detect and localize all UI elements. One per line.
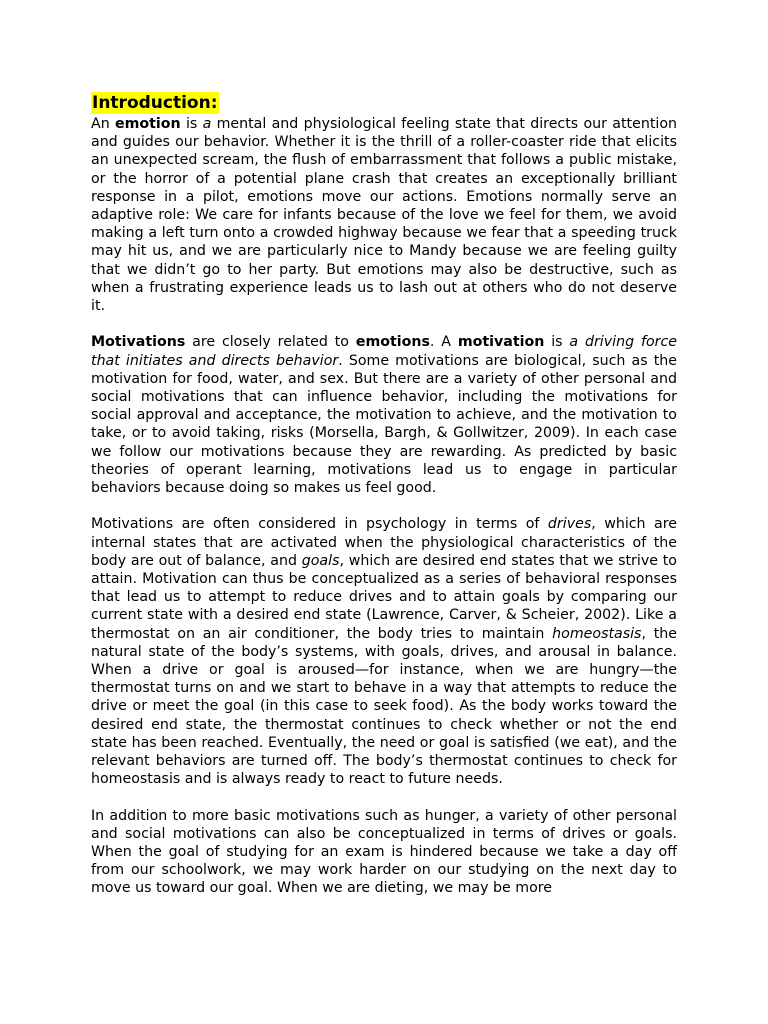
section-heading: Introduction: bbox=[92, 93, 218, 113]
p3-text-d: , the natural state of the body’s systems, with goals, drives, and arousal in balance. When a drive or goal is aroused—for instance, when we are hungry—the thermostat turns on and we start to behave in a way that attempts to reduce the drive or meet the goal (in this case to seek food). As the body works toward the desired end state, the thermostat continues to check whether or not the end state has been reached. Eventually, the need or goal is satisfied (we eat), and the relevant behaviors are turned off. The body’s thermostat continues to check for homeostasis and is always ready to react to future needs. bbox=[91, 625, 677, 788]
p1-italic-a: a bbox=[202, 116, 212, 132]
term-homeostasis: homeostasis bbox=[552, 625, 642, 642]
p2-text-e: . Some motivations are biological, such as the motivation for food, water, and sex. But there are a variety of other personal and social motivations that can influence behavior, including the motivations for social approval and acceptance, the motivation to achieve, and the motivation to take, or to avoid taking, risks (Morsella, Bargh, & Gollwitzer, 2009). In each case we follow our motivations because they are rewarding. As predicted by basic theories of operant learning, motivations lead us to engage in particular behaviors because doing so makes us feel good. bbox=[91, 352, 677, 497]
p1-text-a: An bbox=[91, 116, 115, 132]
p3-text-b: , which are internal states that are activated when the physiological characteristics of the body are out of balance, and bbox=[91, 516, 677, 569]
p1-text-d: mental and physiological feeling state that directs our attention and guides our behavior. Whether it is the thrill of a roller-coaster ride that elicits an unexpected scream, the flush of embarrassment that follows a public mistake, or the horror of a potential plane crash that creates an exceptionally brilliant response in a pilot, emotions move our actions. Emotions normally serve an adaptive role: We care for infants because of the love we feel for them, we avoid making a left turn onto a crowded highway because we fear that a speeding truck may hit us, and we are particularly nice to Mandy because we are feeling guilty that we didn’t go to her party. But emotions may also be destructive, such as when a frustrating experience leads us to lash out at others who do not deserve it. bbox=[91, 116, 677, 315]
paragraph-social-motivations bbox=[91, 807, 677, 898]
paragraph-emotion bbox=[91, 115, 677, 315]
term-emotion: emotion bbox=[115, 116, 181, 132]
p2-text-a: are closely related to bbox=[185, 334, 356, 351]
p3-text-a: Motivations are often considered in psychology in terms of bbox=[91, 516, 548, 533]
p1-text-c: is bbox=[180, 116, 203, 132]
p2-definition: a driving force that initiates and directs behavior bbox=[91, 334, 677, 369]
p3-text-c: , which are desired end states that we strive to attain. Motivation can thus be conceptualized as a series of behavioral responses that lead us to attempt to reduce drives and to attain goals by comparing our current state with a desired end state (Lawrence, Carver, & Scheier, 2002). Like a thermostat on an air conditioner, the body tries to maintain bbox=[91, 552, 677, 642]
term-goals: goals bbox=[301, 552, 340, 569]
p4-text-a: In addition to more basic motivations such as hunger, a variety of other personal and social motivations can also be conceptualized in terms of drives or goals. When the goal of studying for an exam is hindered because we take a day off from our schoolwork, we may work harder on our studying on the next day to move us toward our goal. When we are dieting, we may be more bbox=[91, 807, 677, 897]
paragraph-motivation bbox=[91, 333, 677, 497]
term-drives: drives bbox=[547, 516, 592, 533]
document-page bbox=[91, 92, 677, 916]
paragraph-drives-goals bbox=[91, 515, 677, 788]
term-motivation: motivation bbox=[457, 334, 545, 351]
term-motivations: Motivations bbox=[91, 334, 186, 351]
p2-text-d: is bbox=[544, 334, 570, 351]
p2-text-c: . A bbox=[429, 334, 458, 351]
term-emotions: emotions bbox=[355, 334, 430, 351]
